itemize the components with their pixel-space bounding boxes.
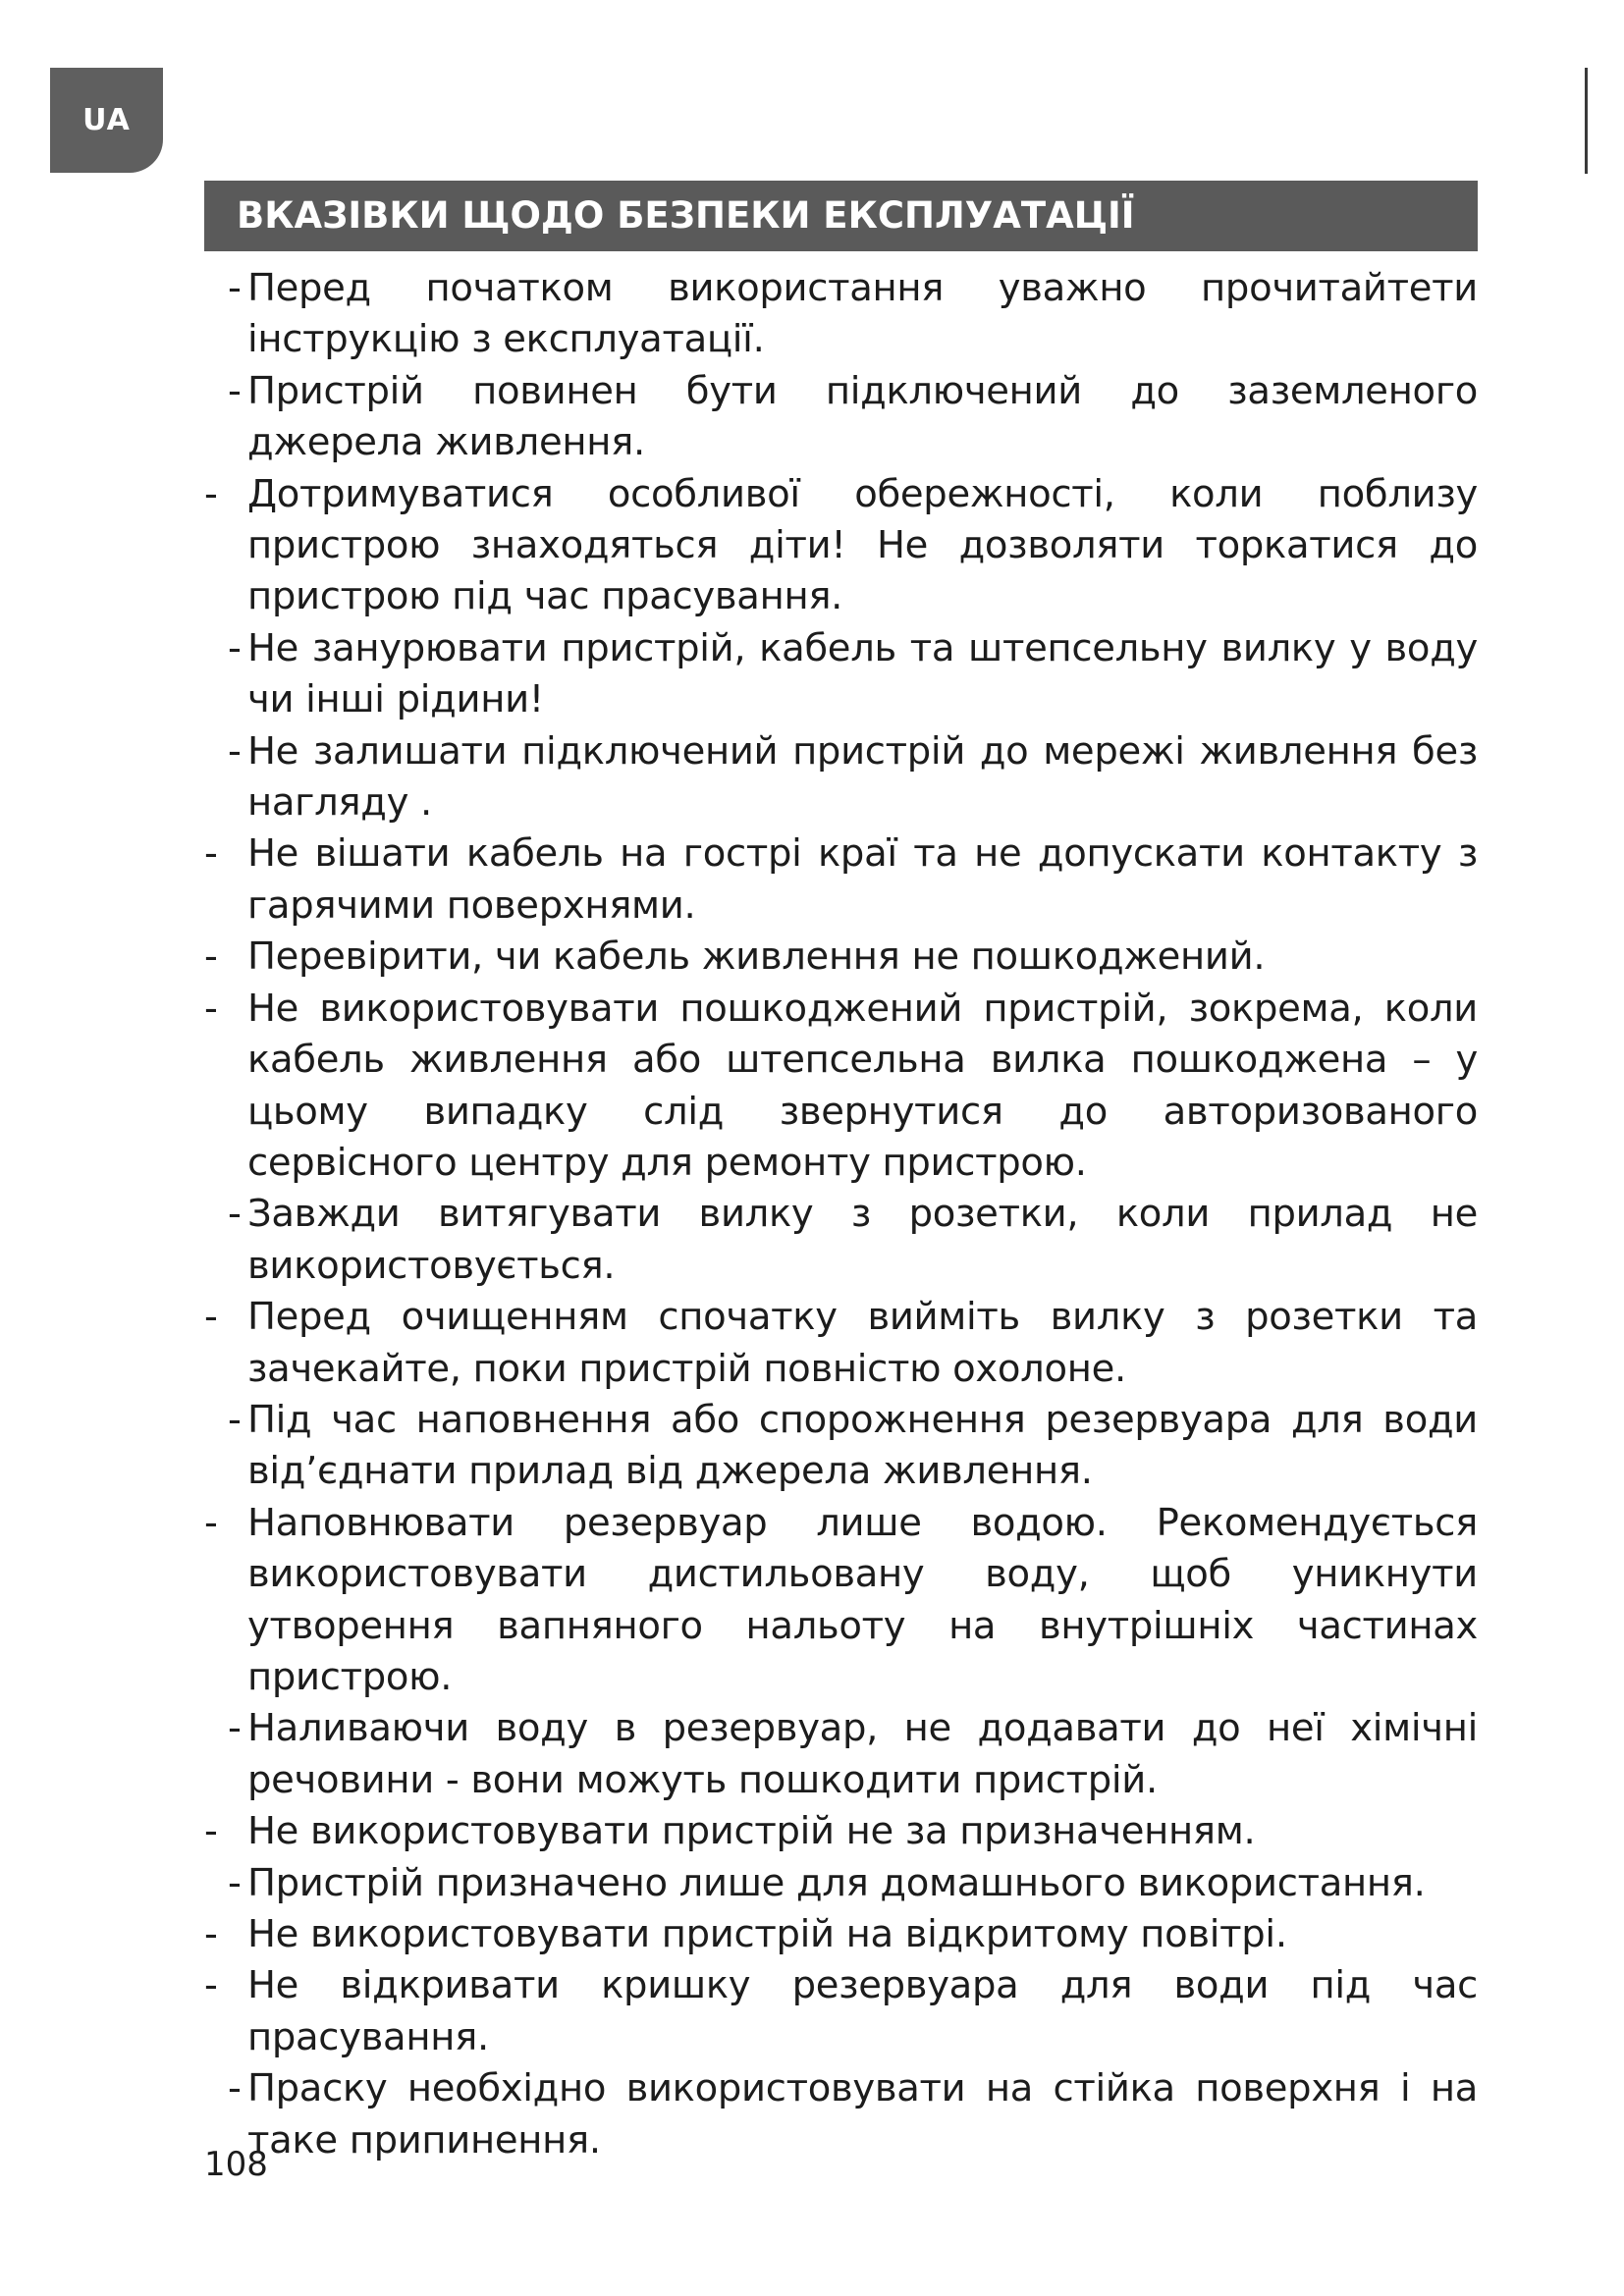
section-title: ВКАЗІВКИ ЩОДО БЕЗПЕКИ ЕКСПЛУАТАЦІЇ [204,181,1478,251]
list-item-text: Не відкривати кришку резервуара для води під час прасування. [247,1963,1478,2059]
page-edge-marker [1585,68,1588,174]
list-item-text: Перед початком використання уважно прочитайтети інструкцію з експлуатації. [247,266,1478,362]
list-item [204,366,1478,469]
list-item-text: Не використовувати пристрій не за призначенням. [247,1809,1256,1854]
bullet-dash: - [228,1397,242,1442]
bullet-dash: - [228,1192,242,1237]
list-item-text: Перед очищенням спочатку вийміть вилку з розетки та зачекайте, поки пристрій повністю охолоне. [247,1295,1478,1391]
list-item-text: Не занурювати пристрій, кабель та штепсельну вилку у воду чи інші рідини! [247,625,1478,722]
list-item [204,263,1478,366]
list-item [204,1703,1478,1806]
bullet-dash: - [204,831,218,877]
list-item-text: Дотримуватися особливої обережності, коли поблизу пристрою знаходяться діти! Не дозволяти торкатися до пристрою під час прасування. [247,471,1478,619]
bullet-dash: - [204,1295,218,1340]
list-item-text: Завжди витягувати вилку з розетки, коли прилад не використовується. [247,1192,1478,1288]
bullet-dash: - [204,1963,218,2008]
bullet-dash: - [204,1500,218,1545]
list-item-text: Не використовувати пошкоджений пристрій, зокрема, коли кабель живлення або штепсельна вилка пошкоджена – у цьому випадку слід звернутися до авторизованого сервісного центру для ремонту пристрою. [247,986,1478,1185]
bullet-dash: - [228,266,242,310]
page-number: 108 [204,2145,268,2184]
list-item [204,469,1478,623]
bullet-dash: - [228,1860,242,1905]
list-item [204,1806,1478,1857]
list-item-text: Праску необхідно використовувати на стійка поверхня і на таке припинення. [247,2066,1478,2163]
list-item-text: Наповнювати резервуар лише водою. Рекомендується використовувати дистильовану воду, щоб уникнути утворення вапняного нальоту на внутрішніх частинах пристрою. [247,1500,1478,1699]
list-item-text: Перевірити, чи кабель живлення не пошкоджений. [247,934,1266,980]
bullet-dash: - [204,471,218,516]
bullet-dash: - [228,728,242,774]
list-item-text: Пристрій призначено лише для домашнього використання. [247,1860,1426,1905]
list-item [204,1909,1478,1960]
list-item [204,1960,1478,2063]
list-item [204,1395,1478,1498]
language-code: UA [82,103,131,137]
list-item-text: Не використовувати пристрій на відкритому повітрі. [247,1912,1287,1956]
list-item [204,726,1478,829]
list-item-text: Під час наповнення або спорожнення резервуара для води від’єднати прилад від джерела живлення. [247,1397,1478,1494]
list-item-text: Не залишати підключений пристрій до мережі живлення без нагляду . [247,728,1478,826]
bullet-dash: - [228,1706,242,1751]
list-item [204,1292,1478,1395]
list-item [204,984,1478,1190]
list-item-text: Не вішати кабель на гострі краї та не допускати контакту з гарячими поверхнями. [247,831,1478,928]
bullet-dash: - [228,368,242,413]
list-item-text: Пристрій повинен бути підключений до заземленого джерела живлення. [247,368,1478,465]
safety-instructions-list [204,263,1478,2166]
list-item [204,932,1478,983]
list-item [204,2063,1478,2166]
list-item [204,1858,1478,1909]
bullet-dash: - [204,1809,218,1854]
list-item-text: Наливаючи воду в резервуар, не додавати до неї хімічні речовини - вони можуть пошкодити пристрій. [247,1706,1478,1802]
language-tab [50,68,163,173]
list-item [204,623,1478,726]
list-item [204,828,1478,932]
bullet-dash: - [204,986,218,1031]
bullet-dash: - [204,1912,218,1956]
bullet-dash: - [228,625,242,670]
bullet-dash: - [228,2066,242,2111]
list-item [204,1498,1478,1704]
bullet-dash: - [204,934,218,980]
list-item [204,1189,1478,1292]
